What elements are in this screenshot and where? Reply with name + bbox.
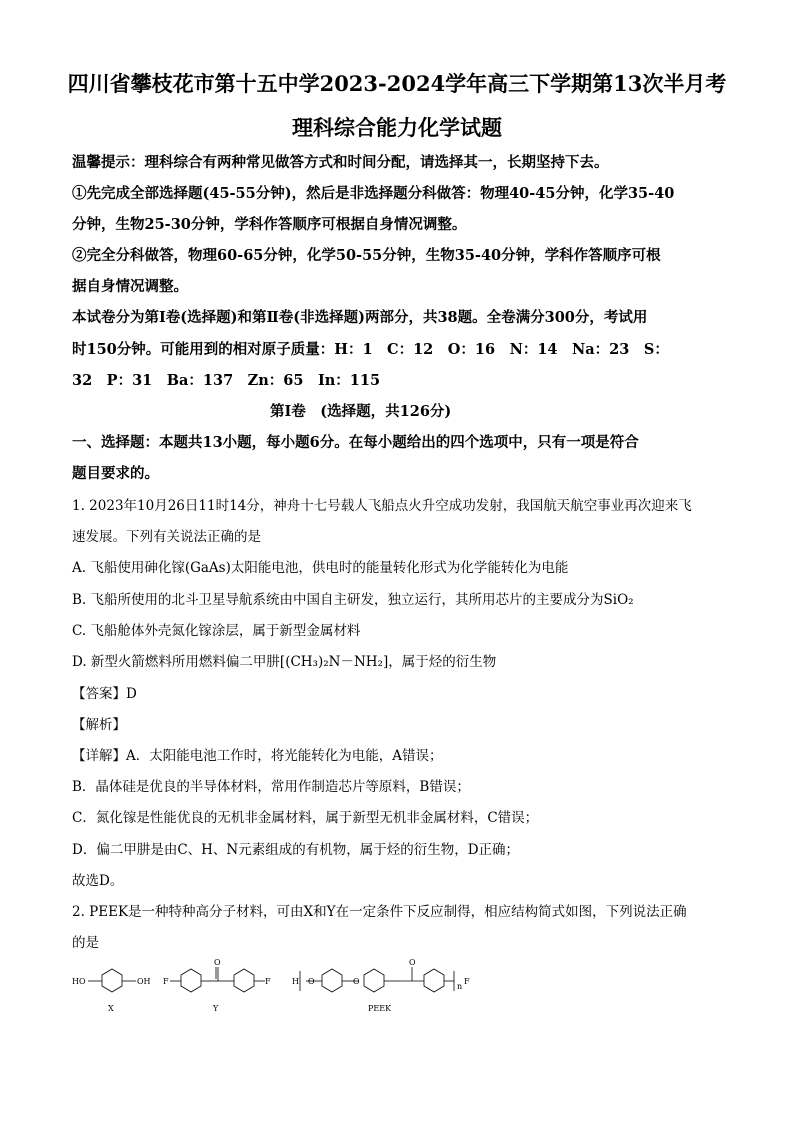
section-title: 第Ⅰ卷 (选择题，共126分) <box>270 403 452 420</box>
structure-figure <box>68 955 488 1015</box>
f-label: F <box>464 977 470 986</box>
intro-line: 分钟，生物25-30分钟，学科作答顺序可根据自身情况调整。 <box>72 216 467 233</box>
y-label: Y <box>213 1004 219 1013</box>
part-heading: 一、选择题：本题共13小题，每小题6分。在每小题给出的四个选项中，只有一项是符合 <box>72 434 639 451</box>
o-label: O <box>308 977 315 986</box>
o-label: O <box>353 977 360 986</box>
explain-line: C．氮化镓是性能优良的无机非金属材料，属于新型无机非金属材料，C错误； <box>72 810 539 826</box>
h-label: H <box>292 977 299 986</box>
n-label: n <box>457 982 463 991</box>
intro-line: 本试卷分为第Ⅰ卷(选择题)和第Ⅱ卷(非选择题)两部分，共38题。全卷满分300分，考试用 <box>72 309 648 326</box>
q1-option-b: B. 飞船所使用的北斗卫星导航系统由中国自主研发，独立运行，其所用芯片的主要成分为SiO₂ <box>72 592 634 608</box>
oh-label: OH <box>137 977 151 986</box>
intro-line: 32 P：31 Ba：137 Zn：65 In：115 <box>72 372 381 389</box>
explain-line: B．晶体硅是优良的半导体材料，常用作制造芯片等原料，B错误； <box>72 779 470 795</box>
intro-line: 时150分钟。可能用到的相对原子质量：H：1 C：12 O：16 N：14 Na：23 S： <box>72 341 669 358</box>
explain-line: D．偏二甲肼是由C、H、N元素组成的有机物，属于烃的衍生物，D正确； <box>72 842 520 858</box>
q1-option-c: C. 飞船舱体外壳氮化镓涂层，属于新型金属材料 <box>72 623 361 639</box>
ho-label: HO <box>72 977 86 986</box>
o-label: O <box>214 958 221 967</box>
intro-line: ①先完成全部选择题(45-55分钟)，然后是非选择题分科做答：物理40-45分钟，化学35-40 <box>72 185 675 202</box>
x-label: X <box>108 1004 114 1013</box>
intro-line: 据自身情况调整。 <box>72 278 188 295</box>
intro-line: ②完全分科做答，物理60-65分钟，化学50-55分钟，生物35-40分钟，学科作答顺序可根 <box>72 247 661 264</box>
explain-line: 【详解】A．太阳能电池工作时，将光能转化为电能，A错误； <box>72 748 443 764</box>
q2-line: 的是 <box>72 935 99 951</box>
analysis: 【解析】 <box>72 717 126 733</box>
f-label: F <box>265 977 271 986</box>
part-heading: 题目要求的。 <box>72 465 159 482</box>
o-label: O <box>409 958 416 967</box>
q1-line: 速发展。下列有关说法正确的是 <box>72 529 261 545</box>
title-line-1: 四川省攀枝花市第十五中学2023-2024学年高三下学期第13次半月考 <box>67 71 727 96</box>
answer: 【答案】D <box>72 686 137 702</box>
f-label: F <box>163 977 169 986</box>
title-line-2: 理科综合能力化学试题 <box>292 115 502 140</box>
q1-option-d: D. 新型火箭燃料所用燃料偏二甲肼[(CH₃)₂N－NH₂]，属于烃的衍生物 <box>72 654 497 670</box>
q2-line: 2. PEEK是一种特种高分子材料，可由X和Y在一定条件下反应制得，相应结构简式如图，下列说法正确 <box>72 904 687 920</box>
peek-label: PEEK <box>368 1004 392 1013</box>
q1-line: 1. 2023年10月26日11时14分，神舟十七号载人飞船点火升空成功发射，我国航天航空事业再次迎来飞 <box>72 498 692 514</box>
q1-option-a: A. 飞船使用砷化镓(GaAs)太阳能电池，供电时的能量转化形式为化学能转化为电能 <box>72 560 569 576</box>
intro-line: 温馨提示：理科综合有两种常见做答方式和时间分配，请选择其一，长期坚持下去。 <box>72 154 609 171</box>
explain-line: 故选D。 <box>72 873 124 889</box>
